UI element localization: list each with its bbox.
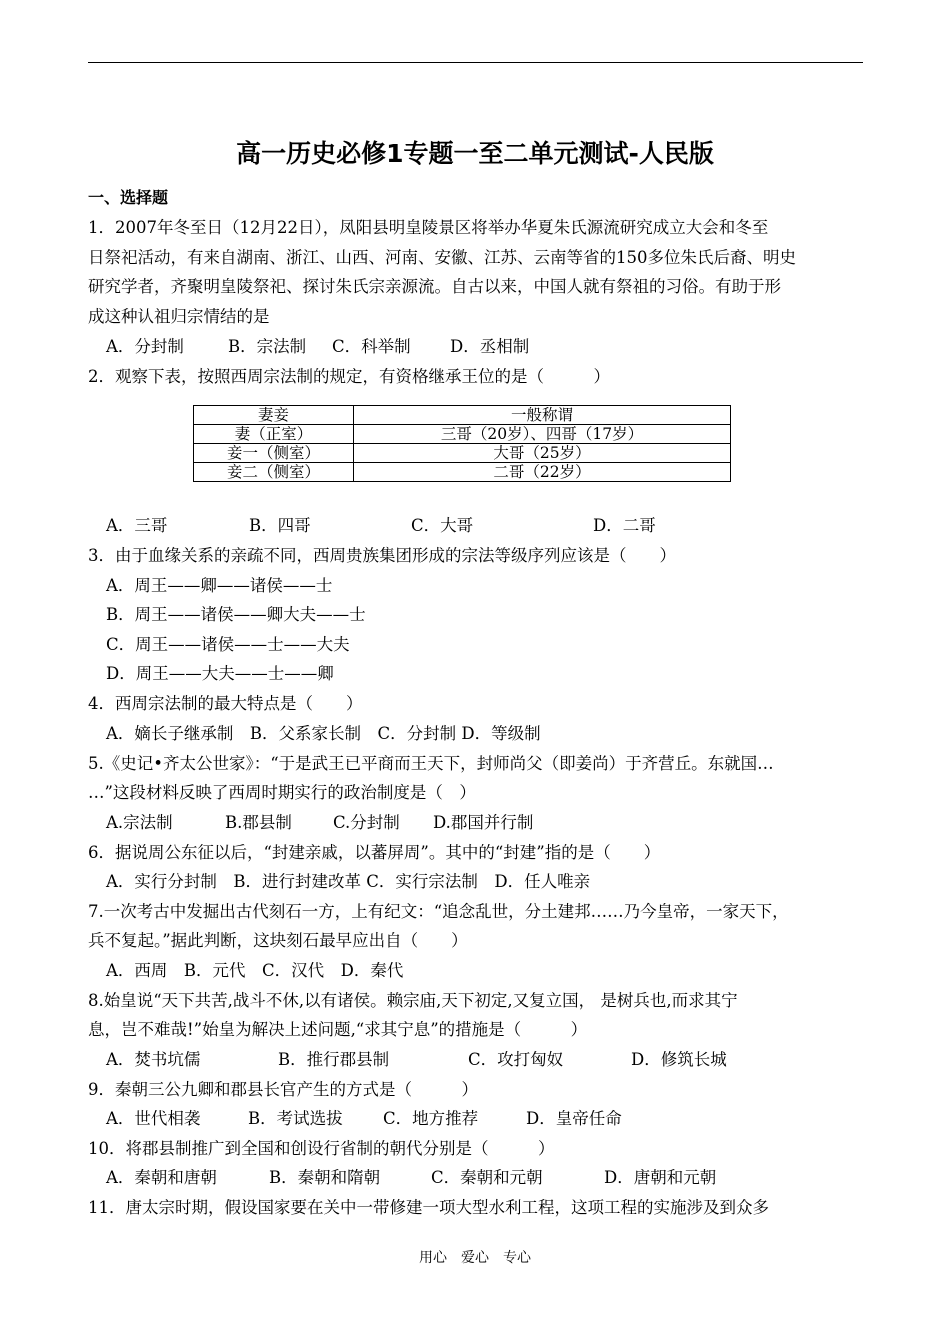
q1-option-d: D．丞相制 (450, 337, 530, 356)
q1-option-a: A．分封制 (106, 337, 184, 356)
q8-option-d: D．修筑长城 (631, 1050, 727, 1069)
table-header-cell: 一般称谓 (354, 406, 731, 425)
q8-line-1: 8.始皇说“天下共苦,战斗不休,以有诸侯。赖宗庙,天下初定,又复立国， 是树兵也,而求其宁 (88, 991, 738, 1010)
q1-line-4: 成这种认祖归宗情结的是 (88, 307, 270, 326)
q5-options (106, 809, 533, 833)
q3-stem: 3．由于血缘关系的亲疏不同，西周贵族集团形成的宗法等级序列应该是（ ） (88, 546, 676, 565)
q10-option-b: B．秦朝和隋朝 (269, 1168, 381, 1187)
header-rule (88, 62, 863, 63)
q1-line-3: 研究学者，齐聚明皇陵祭祀、探讨朱氏宗亲源流。自古以来，中国人就有祭祖的习俗。有助于形 (88, 277, 781, 296)
kinship-table (193, 405, 731, 482)
q7-line-1: 7.一次考古中发掘出古代刻石一方，上有纪文：“追念乱世，分土建邦……乃今皇帝，一家天下， (88, 902, 789, 921)
q9-options (106, 1105, 622, 1129)
q1-options (106, 333, 529, 357)
q8-option-a: A．焚书坑儒 (106, 1050, 201, 1069)
q2-option-a: A．三哥 (106, 516, 168, 535)
q11-stem: 11．唐太宗时期，假设国家要在关中一带修建一项大型水利工程，这项工程的实施涉及到众多 (88, 1198, 769, 1217)
q9-option-c: C．地方推荐 (383, 1109, 479, 1128)
q10-options (106, 1164, 716, 1188)
q3-option-a: A．周王——卿——诸侯——士 (106, 576, 333, 595)
q2-option-c: C．大哥 (411, 516, 474, 535)
q9-option-d: D．皇帝任命 (526, 1109, 622, 1128)
q2-options (106, 512, 656, 536)
q5-option-a: A.宗法制 (106, 813, 173, 832)
q3-option-d: D．周王——大夫——士——卿 (106, 664, 334, 683)
section-heading: 一、选择题 (88, 188, 169, 207)
q7-line-2: 兵不复起。”据此判断，这块刻石最早应出自（ ） (88, 931, 468, 950)
q1-line-1: 1．2007年冬至日（12月22日），凤阳县明皇陵景区将举办华夏朱氏源流研究成立大会和冬至 (88, 218, 769, 237)
table-header-cell: 妻妾 (194, 406, 354, 425)
q5-option-b: B.郡县制 (225, 813, 292, 832)
q10-option-d: D．唐朝和元朝 (604, 1168, 717, 1187)
page-title: 高一历史必修1专题一至二单元测试-人民版 (236, 139, 714, 168)
q8-line-2: 息，岂不难哉!”始皇为解决上述问题,“求其宁息”的措施是（ ） (88, 1020, 588, 1039)
q5-option-c: C.分封制 (333, 813, 400, 832)
page-footer: 用心 爱心 专心 (419, 1250, 531, 1266)
table-cell: 大哥（25岁） (354, 444, 731, 463)
q10-option-a: A．秦朝和唐朝 (106, 1168, 217, 1187)
q5-option-d: D.郡国并行制 (433, 813, 534, 832)
table-cell: 妾一（侧室） (194, 444, 354, 463)
q4-stem: 4．西周宗法制的最大特点是（ ） (88, 694, 363, 713)
q6-stem: 6．据说周公东征以后，“封建亲戚，以蕃屏周”。其中的“封建”指的是（ ） (88, 843, 661, 862)
q3-option-c: C．周王——诸侯——士——大夫 (106, 635, 350, 654)
q7-options: A．西周 B．元代 C．汉代 D．秦代 (106, 961, 404, 980)
q5-line-2: …”这段材料反映了西周时期实行的政治制度是（ ） (88, 783, 476, 802)
q1-option-b: B．宗法制 (228, 337, 307, 356)
q9-option-b: B．考试选拔 (248, 1109, 343, 1128)
q1-option-c: C．科举制 (332, 337, 411, 356)
table-cell: 二哥（22岁） (354, 463, 731, 482)
q10-option-c: C．秦朝和元朝 (431, 1168, 543, 1187)
table-cell: 三哥（20岁）、四哥（17岁） (354, 425, 731, 444)
q10-stem: 10．将郡县制推广到全国和创设行省制的朝代分别是（ ） (88, 1139, 555, 1158)
table-row (194, 425, 731, 444)
q8-option-c: C．攻打匈奴 (468, 1050, 564, 1069)
q8-option-b: B．推行郡县制 (278, 1050, 390, 1069)
q2-option-b: B．四哥 (249, 516, 311, 535)
q6-options: A．实行分封制 B．进行封建改革 C．实行宗法制 D．任人唯亲 (106, 872, 591, 891)
q8-options (106, 1046, 727, 1070)
table-row (194, 463, 731, 482)
q2-stem: 2．观察下表，按照西周宗法制的规定，有资格继承王位的是（ ） (88, 367, 610, 386)
table-row (194, 444, 731, 463)
q2-option-d: D．二哥 (593, 516, 656, 535)
q3-option-b: B．周王——诸侯——卿大夫——士 (106, 605, 366, 624)
table-header-row (194, 406, 731, 425)
q5-line-1: 5.《史记•齐太公世家》：“于是武王已平商而王天下，封师尚父（即姜尚）于齐营丘。东就国… (88, 754, 774, 773)
table-cell: 妻（正室） (194, 425, 354, 444)
q4-options: A．嫡长子继承制 B．父系家长制 C．分封制 D．等级制 (106, 724, 541, 743)
q9-stem: 9．秦朝三公九卿和郡县长官产生的方式是（ ） (88, 1080, 478, 1099)
q9-option-a: A．世代相袭 (106, 1109, 201, 1128)
q1-line-2: 日祭祀活动，有来自湖南、浙江、山西、河南、安徽、江苏、云南等省的150多位朱氏后裔、明史 (88, 248, 796, 267)
table-cell: 妾二（侧室） (194, 463, 354, 482)
